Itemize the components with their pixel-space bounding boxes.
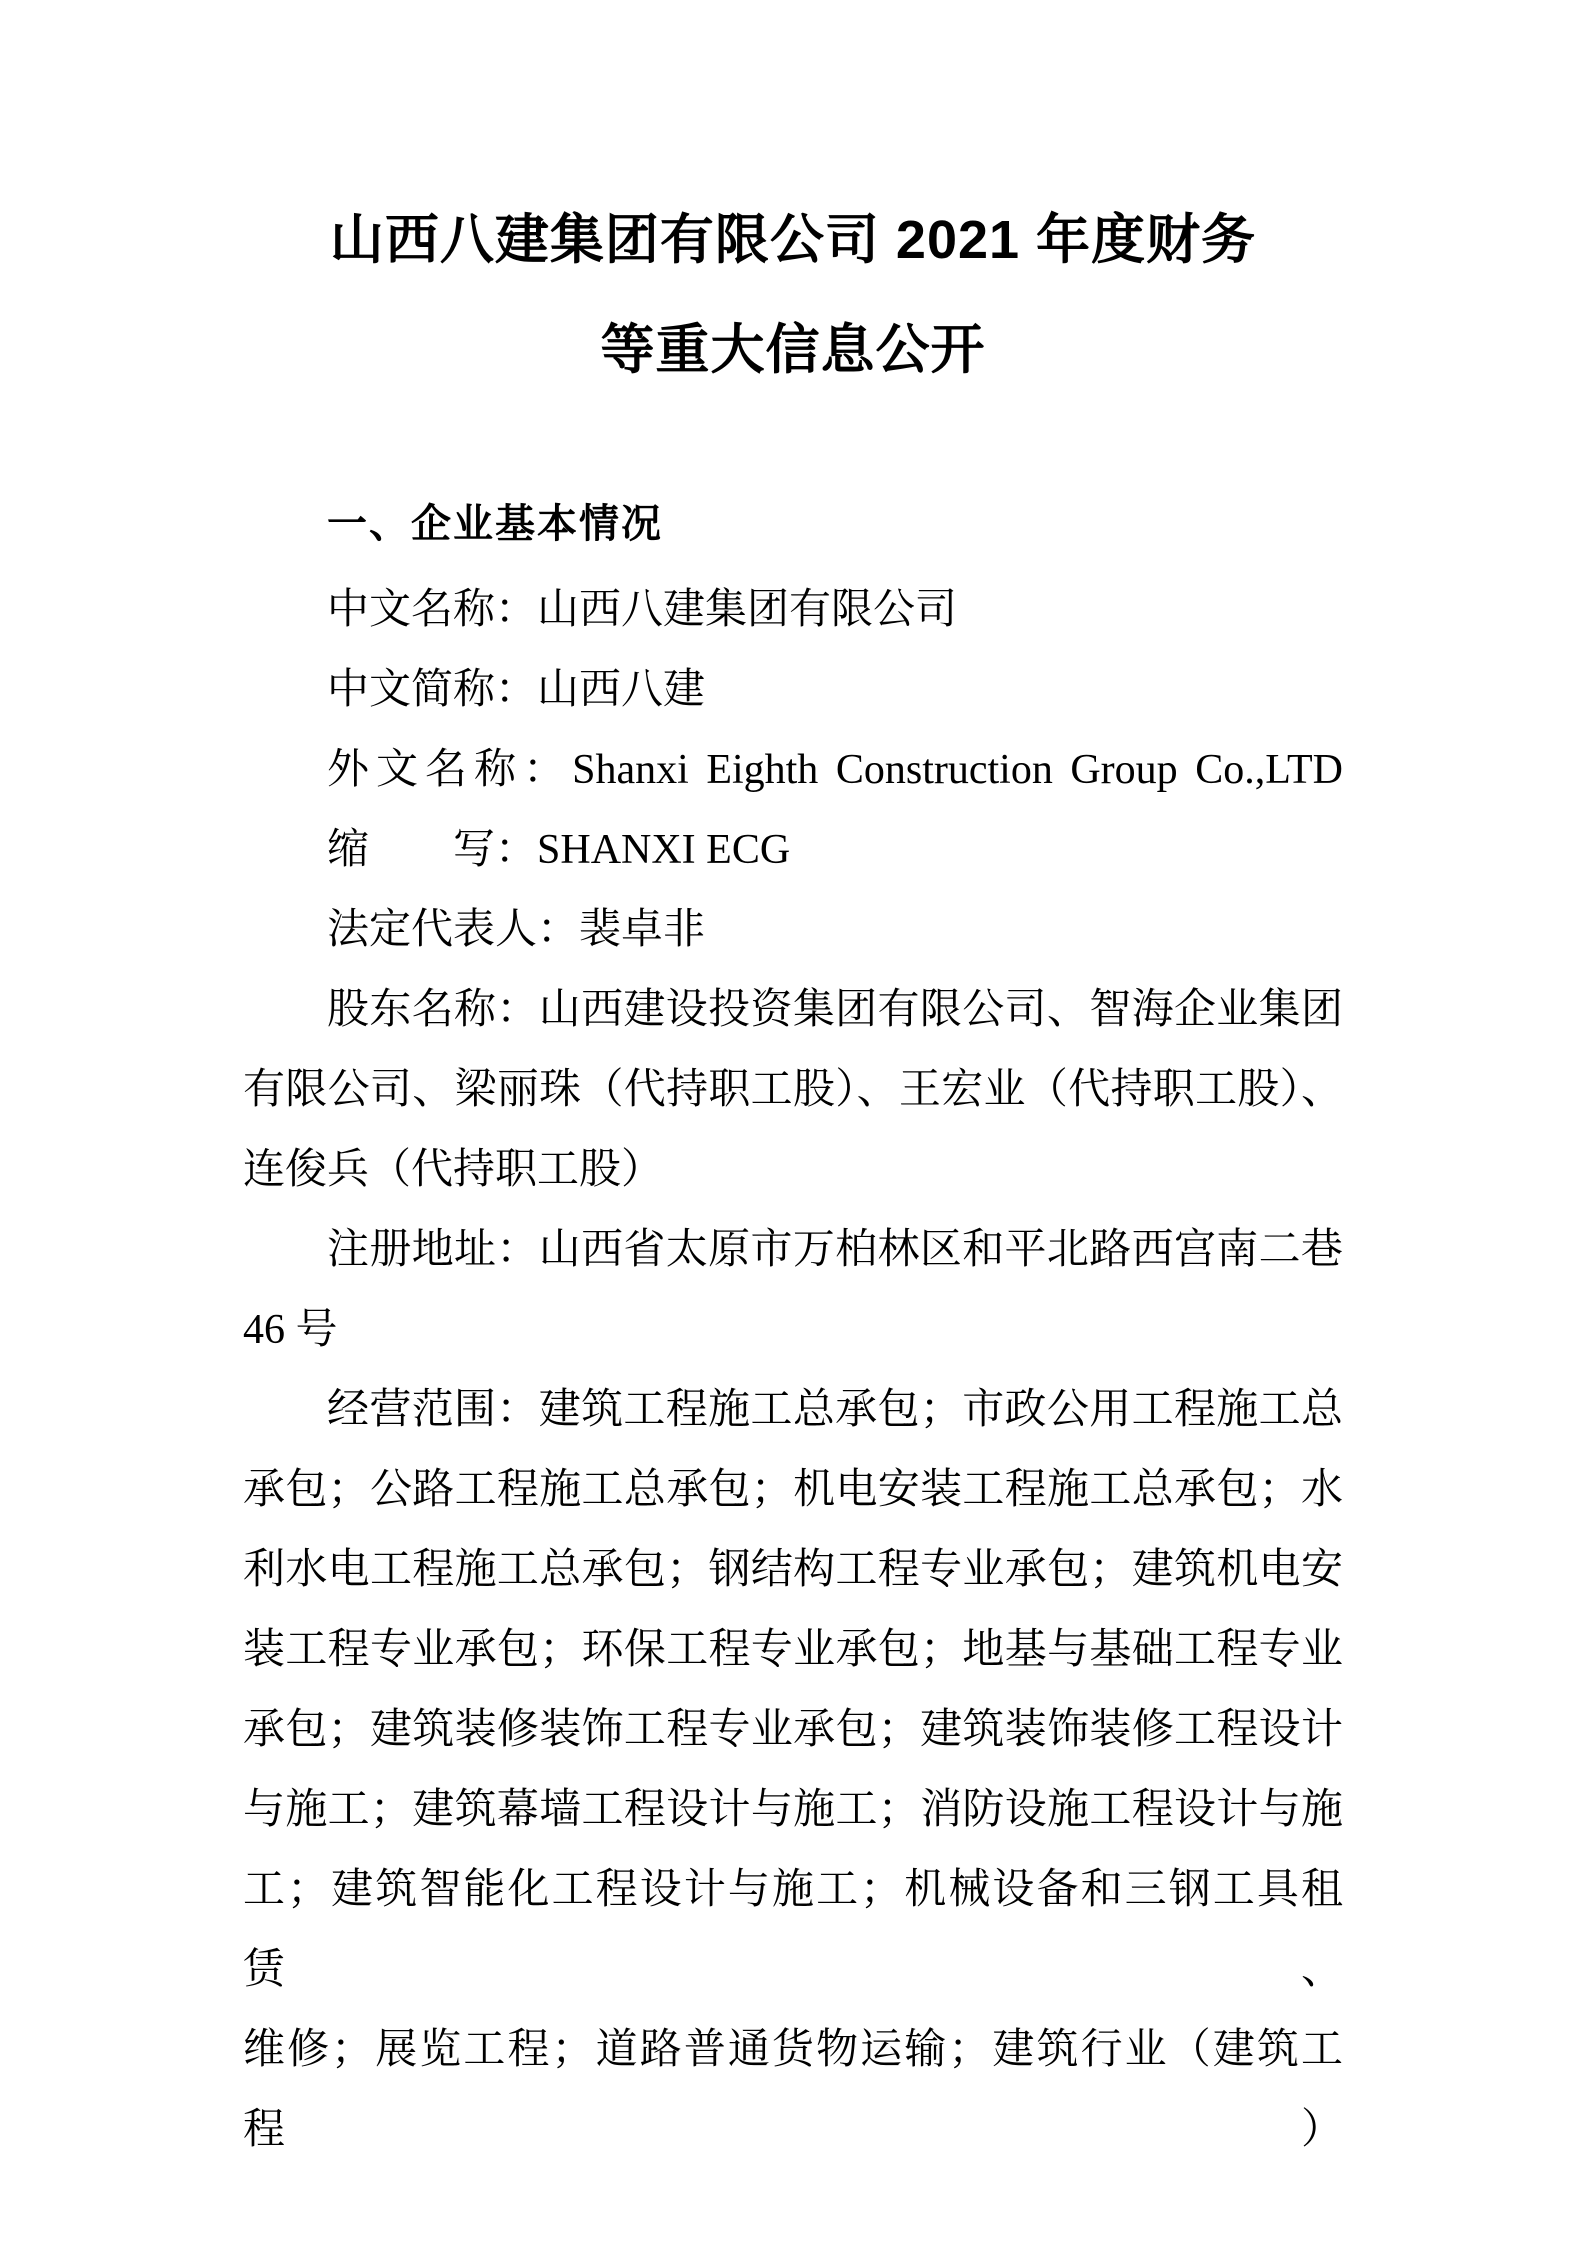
section-heading: 一、企业基本情况 <box>327 502 663 546</box>
body-line-business-scope-3: 利水电工程施工总承包；钢结构工程专业承包；建筑机电安 <box>243 1547 1343 1593</box>
title-line-2: 等重大信息公开 <box>600 320 986 380</box>
document-body <box>243 570 1343 2170</box>
body-line-legal-representative: 法定代表人：裴卓非 <box>327 907 706 953</box>
body-line-foreign-name: 外文名称：Shanxi Eighth Construction Group Co.,LTD <box>327 747 1343 793</box>
body-line-business-scope-1: 经营范围：建筑工程施工总承包；市政公用工程施工总 <box>327 1387 1343 1433</box>
body-line-business-scope-4: 装工程专业承包；环保工程专业承包；地基与基础工程专业 <box>243 1627 1343 1673</box>
document-title <box>243 0 1343 405</box>
body-line-chinese-short-name: 中文简称：山西八建 <box>327 667 706 713</box>
body-line-chinese-name: 中文名称：山西八建集团有限公司 <box>327 587 958 633</box>
body-line-shareholders-3: 连俊兵（代持职工股） <box>243 1147 664 1193</box>
body-line-business-scope-8: 维修；展览工程；道路普通货物运输；建筑行业（建筑工程） <box>243 2027 1343 2153</box>
body-line-business-scope-7: 工；建筑智能化工程设计与施工；机械设备和三钢工具租赁、 <box>243 1867 1343 1993</box>
body-line-business-scope-2: 承包；公路工程施工总承包；机电安装工程施工总承包；水 <box>243 1467 1343 1513</box>
body-line-shareholders-1: 股东名称：山西建设投资集团有限公司、智海企业集团 <box>327 987 1343 1033</box>
body-line-registered-address-1: 注册地址：山西省太原市万柏林区和平北路西宫南二巷 <box>327 1227 1343 1273</box>
body-line-business-scope-6: 与施工；建筑幕墙工程设计与施工；消防设施工程设计与施 <box>243 1787 1343 1833</box>
body-line-shareholders-2: 有限公司、梁丽珠（代持职工股）、王宏业（代持职工股）、 <box>243 1067 1343 1113</box>
title-line-1: 山西八建集团有限公司 2021 年度财务 <box>329 210 1257 270</box>
body-line-business-scope-5: 承包；建筑装修装饰工程专业承包；建筑装饰装修工程设计 <box>243 1707 1343 1753</box>
body-line-abbreviation: 缩 写：SHANXI ECG <box>327 827 791 873</box>
body-line-registered-address-2: 46 号 <box>243 1307 338 1353</box>
